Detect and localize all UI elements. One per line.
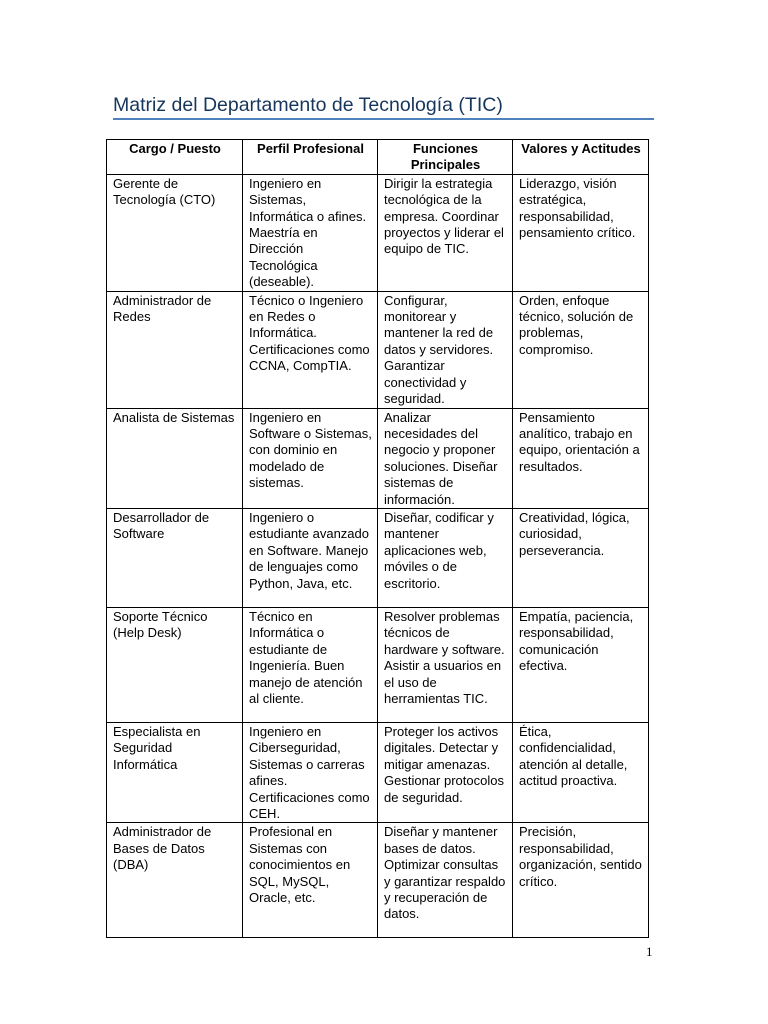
cell-cargo: Gerente de Tecnología (CTO) [107,174,243,291]
cell-perfil: Profesional en Sistemas con conocimientos en SQL, MySQL, Oracle, etc. [243,823,378,938]
cell-valores: Precisión, responsabilidad, organización, sentido crítico. [513,823,649,938]
header-funciones: Funciones Principales [378,140,513,175]
header-valores: Valores y Actitudes [513,140,649,175]
cell-perfil: Ingeniero o estudiante avanzado en Software. Manejo de lenguajes como Python, Java, etc. [243,508,378,607]
table-header-row [107,140,649,175]
table-row [107,291,649,408]
table-row [107,408,649,508]
table-row [107,607,649,722]
cell-valores: Liderazgo, visión estratégica, responsabilidad, pensamiento crítico. [513,174,649,291]
cell-funciones: Diseñar, codificar y mantener aplicaciones web, móviles o de escritorio. [378,508,513,607]
cell-cargo: Administrador de Redes [107,291,243,408]
cell-funciones: Proteger los activos digitales. Detectar y mitigar amenazas. Gestionar protocolos de seguridad. [378,722,513,822]
tic-matrix-table [106,139,649,938]
cell-cargo: Soporte Técnico (Help Desk) [107,607,243,722]
table-row [107,174,649,291]
cell-perfil: Técnico o Ingeniero en Redes o Informática. Certificaciones como CCNA, CompTIA. [243,291,378,408]
table-row [107,823,649,938]
table-row [107,722,649,822]
header-perfil: Perfil Profesional [243,140,378,175]
cell-valores: Empatía, paciencia, responsabilidad, comunicación efectiva. [513,607,649,722]
cell-valores: Creatividad, lógica, curiosidad, perseverancia. [513,508,649,607]
cell-cargo: Especialista en Seguridad Informática [107,722,243,822]
cell-valores: Pensamiento analítico, trabajo en equipo, orientación a resultados. [513,408,649,508]
page-number: 1 [646,944,653,959]
cell-perfil: Ingeniero en Software o Sistemas, con dominio en modelado de sistemas. [243,408,378,508]
cell-perfil: Ingeniero en Ciberseguridad, Sistemas o carreras afines. Certificaciones como CEH. [243,722,378,822]
cell-valores: Ética, confidencialidad, atención al detalle, actitud proactiva. [513,722,649,822]
cell-valores: Orden, enfoque técnico, solución de problemas, compromiso. [513,291,649,408]
cell-funciones: Analizar necesidades del negocio y proponer soluciones. Diseñar sistemas de información. [378,408,513,508]
title-underline [113,118,654,120]
cell-funciones: Dirigir la estrategia tecnológica de la empresa. Coordinar proyectos y liderar el equipo de TIC. [378,174,513,291]
cell-funciones: Configurar, monitorear y mantener la red de datos y servidores. Garantizar conectividad y seguridad. [378,291,513,408]
document-title: Matriz del Departamento de Tecnología (TIC) [113,94,503,116]
cell-funciones: Diseñar y mantener bases de datos. Optimizar consultas y garantizar respaldo y recuperación de datos. [378,823,513,938]
header-cargo: Cargo / Puesto [107,140,243,175]
cell-perfil: Técnico en Informática o estudiante de Ingeniería. Buen manejo de atención al cliente. [243,607,378,722]
cell-cargo: Desarrollador de Software [107,508,243,607]
cell-cargo: Administrador de Bases de Datos (DBA) [107,823,243,938]
cell-perfil: Ingeniero en Sistemas, Informática o afines. Maestría en Dirección Tecnológica (deseable). [243,174,378,291]
cell-cargo: Analista de Sistemas [107,408,243,508]
table-row [107,508,649,607]
cell-funciones: Resolver problemas técnicos de hardware y software. Asistir a usuarios en el uso de herramientas TIC. [378,607,513,722]
